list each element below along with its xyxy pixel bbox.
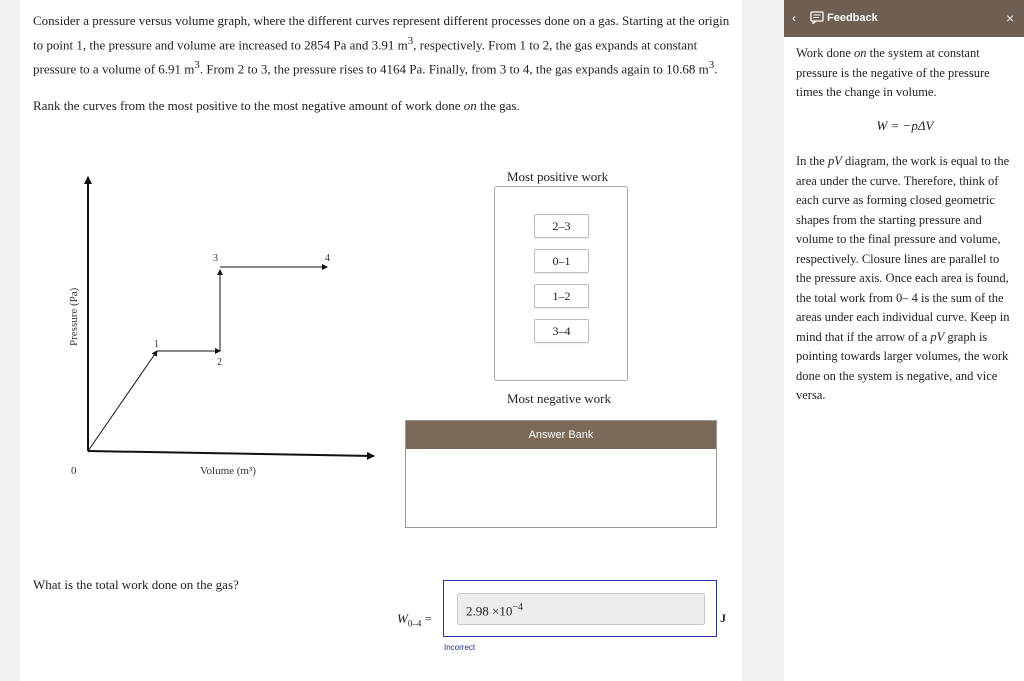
close-button[interactable]: ×: [1006, 10, 1015, 26]
most-negative-label: Most negative work: [507, 391, 611, 406]
feedback-paragraph-1: Work done on the system at constant pressure is the negative of the pressure times the change in volume.: [796, 46, 990, 99]
answer-status: Incorrect: [444, 643, 476, 652]
origin-label: 0: [71, 465, 77, 477]
question-panel: [20, 0, 742, 681]
answer-frame: [443, 580, 717, 637]
point-label-1: 1: [154, 339, 159, 350]
back-button[interactable]: ‹: [792, 11, 796, 25]
point-label-3: 3: [213, 253, 218, 264]
work-answer-input[interactable]: $2.98 \times 10^{-4}$: [457, 593, 705, 625]
answer-bank[interactable]: [405, 420, 717, 528]
curve-0-1: [88, 351, 157, 451]
rank-item-0-1[interactable]: 0–1: [534, 249, 589, 273]
feedback-body: [784, 37, 1024, 406]
rank-prompt: Rank the curves from the most positive to the most negative amount of work done on the gas.: [33, 98, 520, 113]
work-formula: W = −pΔV: [876, 117, 934, 133]
pv-graph: [40, 168, 385, 488]
rank-item-3-4[interactable]: 3–4: [534, 319, 589, 343]
work-question: What is the total work done on the gas?: [33, 577, 239, 592]
work-symbol: $W_{0-4}$ =: [397, 611, 432, 629]
y-axis-label: Pressure (Pa): [68, 287, 80, 346]
x-axis-label: Volume (m³): [200, 465, 256, 477]
point-label-4: 4: [325, 253, 330, 264]
feedback-icon: [810, 11, 824, 24]
feedback-title: Feedback: [827, 12, 878, 24]
point-label-2: 2: [217, 357, 222, 368]
most-positive-label: Most positive work: [507, 169, 609, 184]
answer-bank-header: Answer Bank: [406, 421, 716, 449]
feedback-header: [784, 0, 1024, 37]
rank-item-2-3[interactable]: 2–3: [534, 214, 589, 238]
feedback-paragraph-2: In the pV diagram, the work is equal to the area under the curve. Therefore, think of each curve as forming closed geometric shapes from the starting pressure and volume to the final pressure and volume, respectively. Closure lines are parallel to the pressure axis. Once each area is found, the total work from 0– 4 is the sum of the areas under each individual curve. Keep in mind that if the arrow of a pV graph is pointing towards larger volumes, the work done on the system is negative, and vice versa.: [796, 154, 1010, 402]
x-axis: [88, 451, 374, 456]
question-text: Consider a pressure versus volume graph, where the different curves represent different processes done on a gas. Starting at the origin to point 1, the pressure and volume are increased to 2854 Pa and 3.91 $m^3$, respectively. From 1 to 2, the gas expands at constant pressure to a volume of 6.91 $m^3$. From 2 to 3, the pressure rises to 4164 Pa. Finally, from 3 to 4, the gas expands again to 10.68 $m^3$.: [33, 13, 730, 77]
work-unit: J: [720, 611, 726, 625]
rank-item-1-2[interactable]: 1–2: [534, 284, 589, 308]
ranking-box[interactable]: [494, 186, 628, 381]
feedback-panel: [784, 0, 1024, 681]
